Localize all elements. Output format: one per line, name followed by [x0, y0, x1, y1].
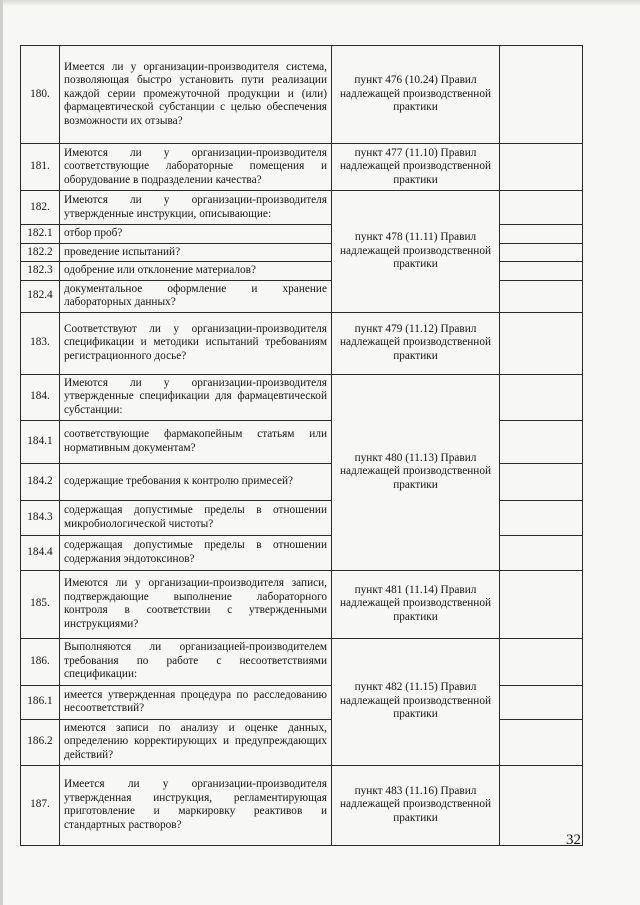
answer-cell — [500, 463, 583, 500]
answer-cell — [500, 225, 583, 244]
answer-cell — [500, 374, 583, 420]
table-row — [21, 570, 583, 638]
question-text: отбор проб? — [60, 225, 332, 244]
answer-cell — [500, 535, 583, 570]
reference-text: пункт 481 (11.14) Правил надлежащей производственной практики — [332, 570, 500, 638]
question-text: Имеются ли у организации-производителя записи, подтверждающие выполнение лабораторного контроля в соответствии с утвержденными инструкциями? — [60, 570, 332, 638]
reference-text: пункт 480 (11.13) Правил надлежащей производственной практики — [332, 374, 500, 570]
reference-text: пункт 483 (11.16) Правил надлежащей производственной практики — [332, 765, 500, 845]
answer-cell — [500, 144, 583, 191]
answer-cell — [500, 500, 583, 535]
row-number: 182.4 — [21, 280, 60, 312]
answer-cell — [500, 46, 583, 144]
answer-cell — [500, 420, 583, 463]
scan-edge-left — [0, 0, 3, 905]
question-text: Имеются ли у организации-производителя утвержденные спецификации для фармацевтической субстанции: — [60, 374, 332, 420]
table-row — [21, 191, 583, 225]
question-text: Имеются ли у организации-производителя утвержденные инструкции, описывающие: — [60, 191, 332, 225]
question-text: соответствующие фармакопейным статьям или нормативным документам? — [60, 420, 332, 463]
row-number: 184.3 — [21, 500, 60, 535]
answer-cell — [500, 570, 583, 638]
answer-cell — [500, 280, 583, 312]
answer-cell — [500, 191, 583, 225]
answer-cell — [500, 638, 583, 685]
table-row — [21, 765, 583, 845]
row-number: 184.1 — [21, 420, 60, 463]
row-number: 184.4 — [21, 535, 60, 570]
table-row — [21, 46, 583, 144]
row-number: 185. — [21, 570, 60, 638]
reference-text: пункт 482 (11.15) Правил надлежащей производственной практики — [332, 638, 500, 765]
question-text: имеются записи по анализу и оценке данных, определению корректирующих и предупреждающих действий? — [60, 719, 332, 765]
reference-text: пункт 477 (11.10) Правил надлежащей производственной практики — [332, 144, 500, 191]
answer-cell — [500, 719, 583, 765]
row-number: 180. — [21, 46, 60, 144]
answer-cell — [500, 262, 583, 281]
question-text: документальное оформление и хранение лабораторных данных? — [60, 280, 332, 312]
row-number: 186.1 — [21, 685, 60, 719]
reference-text: пункт 478 (11.11) Правил надлежащей производственной практики — [332, 191, 500, 313]
question-text: содержащая допустимые пределы в отношении содержания эндотоксинов? — [60, 535, 332, 570]
question-text: Имеется ли у организации-производителя утвержденная инструкция, регламентирующая приготовление и маркировку реактивов и стандартных растворов? — [60, 765, 332, 845]
table-row — [21, 638, 583, 685]
row-number: 187. — [21, 765, 60, 845]
checklist-table — [20, 45, 583, 846]
scan-edge-top — [0, 0, 640, 6]
table-row — [21, 312, 583, 374]
table-row — [21, 144, 583, 191]
question-text: одобрение или отклонение материалов? — [60, 262, 332, 281]
row-number: 183. — [21, 312, 60, 374]
row-number: 182.1 — [21, 225, 60, 244]
question-text: имеется утвержденная процедура по расследованию несоответствий? — [60, 685, 332, 719]
row-number: 182.3 — [21, 262, 60, 281]
row-number: 184. — [21, 374, 60, 420]
reference-text: пункт 479 (11.12) Правил надлежащей производственной практики — [332, 312, 500, 374]
row-number: 182.2 — [21, 243, 60, 262]
reference-text: пункт 476 (10.24) Правил надлежащей производственной практики — [332, 46, 500, 144]
row-number: 184.2 — [21, 463, 60, 500]
question-text: Имеются ли у организации-производителя соответствующие лабораторные помещения и оборудование в подразделении качества? — [60, 144, 332, 191]
question-text: проведение испытаний? — [60, 243, 332, 262]
table-row — [21, 374, 583, 420]
question-text: содержащая допустимые пределы в отношении микробиологической чистоты? — [60, 500, 332, 535]
question-text: содержащие требования к контролю примесей? — [60, 463, 332, 500]
question-text: Соответствуют ли у организации-производителя спецификации и методики испытаний требованиям регистрационного досье? — [60, 312, 332, 374]
answer-cell — [500, 312, 583, 374]
question-text: Выполняются ли организацией-производителем требования по работе с несоответствиями спецификации: — [60, 638, 332, 685]
row-number: 181. — [21, 144, 60, 191]
answer-cell — [500, 685, 583, 719]
answer-cell — [500, 243, 583, 262]
row-number: 186. — [21, 638, 60, 685]
row-number: 186.2 — [21, 719, 60, 765]
page-number: 32 — [566, 832, 581, 848]
row-number: 182. — [21, 191, 60, 225]
question-text: Имеется ли у организации-производителя система, позволяющая быстро установить пути реализации каждой серии промежуточной продукции и (или) фармацевтической субстанции с целью обеспечения возможности их отзыва? — [60, 46, 332, 144]
